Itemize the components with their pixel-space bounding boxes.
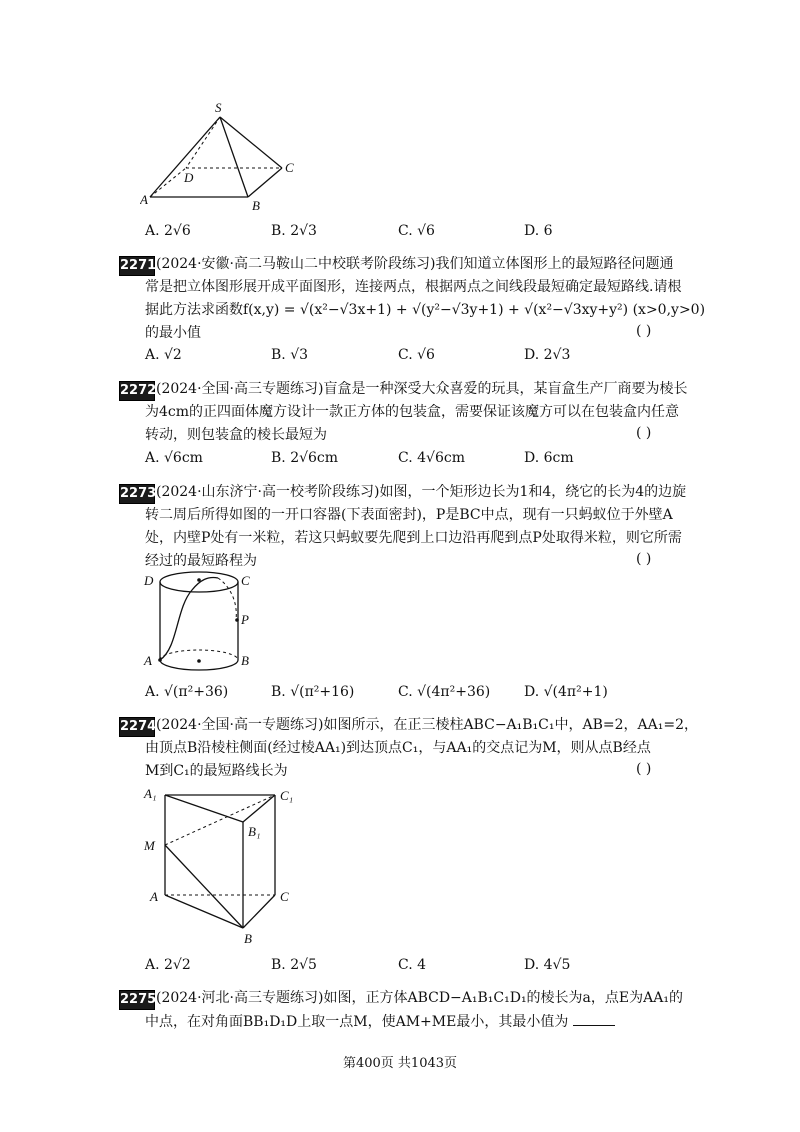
top-option-a: A. 2√6 [145,223,191,239]
question-2275-line1: (2024·河北·高三专题练习)如图，正方体ABCD−A₁B₁C₁D₁的棱长为a，点E为AA₁的 [156,990,683,1006]
question-number-2275: 2275 [119,990,155,1010]
question-number-2271: 2271 [119,256,155,276]
q2273-option-d: D. √(4π²+1) [524,684,608,700]
question-2271-line2: 常是把立体图形展开成平面图形，连接两点，根据两点之间线段最短确定最短路线.请根 [145,279,682,295]
label-c: C [285,160,294,175]
question-number-2272: 2272 [119,381,155,401]
label-b1: B₁ [248,824,261,839]
top-option-c: C. √6 [398,223,435,239]
q2271-option-c: C. √6 [398,347,435,363]
label-a1: A₁ [144,786,157,801]
answer-paren-2274: ( ) [636,761,652,777]
q2271-option-d: D. 2√3 [524,347,571,363]
question-2274-line1: (2024·全国·高一专题练习)如图所示，在正三棱柱ABC−A₁B₁C₁中，AB=2，AA₁=2， [156,717,699,733]
q2273-option-c: C. √(4π²+36) [398,684,491,700]
q2272-option-a: A. √6cm [145,450,203,466]
label-b: B [244,931,252,946]
label-a: A [150,889,158,904]
question-2274-line2: 由顶点B沿棱柱侧面(经过棱AA₁)到达顶点C₁，与AA₁的交点记为M，则从点B经点 [145,740,651,756]
answer-blank-2275[interactable] [573,1011,615,1026]
answer-paren-2271: ( ) [636,323,652,339]
question-2271-line4: 的最小值 [145,325,201,341]
pyramid-figure [140,100,310,215]
question-2271-line1: (2024·安徽·高二马鞍山二中校联考阶段练习)我们知道立体图形上的最短路径问题通 [156,256,674,272]
question-2272-line2: 为4cm的正四面体魔方设计一款正方体的包装盒，需要保证该魔方可以在包装盒内任意 [145,404,680,420]
q2274-option-a: A. 2√2 [145,957,191,973]
label-a: A [144,653,152,668]
q2272-option-d: D. 6cm [524,450,574,466]
question-2275-line2-wrap [145,1011,615,1033]
label-d: D [184,170,194,185]
question-number-2273: 2273 [119,484,155,504]
q2272-option-b: B. 2√6cm [271,450,339,466]
question-2275-line2: 中点，在对角面BB₁D₁D上取一点M，使AM+ME最小，其最小值为 [145,1014,569,1030]
question-2273-line2: 转二周后所得如图的一开口容器(下表面密封)，P是BC中点，现有一只蚂蚁位于外壁A [145,507,673,523]
q2273-option-a: A. √(π²+36) [145,684,229,700]
q2271-option-b: B. √3 [271,347,309,363]
top-option-b: B. 2√3 [271,223,317,239]
label-c: C [241,573,250,588]
q2274-option-c: C. 4 [398,957,427,973]
question-2271-line3: 据此方法求函数f(x,y) = √(x²−√3x+1) + √(y²−√3y+1) + √(x²−√3xy+y²) (x>0,y>0) [145,302,706,318]
answer-paren-2273: ( ) [636,551,652,567]
label-d: D [144,573,154,588]
label-c1: C₁ [280,788,294,803]
question-2273-line4: 经过的最短路程为 [145,553,257,569]
q2274-option-d: D. 4√5 [524,957,571,973]
prism-figure [140,780,310,950]
question-2272-line3: 转动，则包装盒的棱长最短为 [145,427,327,443]
q2271-option-a: A. √2 [145,347,182,363]
label-m: M [144,838,155,853]
q2272-option-c: C. 4√6cm [398,450,465,466]
page-footer: 第400页 共1043页 [342,1056,458,1071]
top-option-d: D. 6 [524,223,553,239]
question-2273-line3: 处，内壁P处有一米粒，若这只蚂蚁要先爬到上口边沿再爬到点P处取得米粒，则它所需 [145,530,682,546]
label-b: B [241,653,249,668]
answer-paren-2272: ( ) [636,425,652,441]
label-a: A [140,192,148,207]
label-s: S [215,100,222,115]
question-2273-line1: (2024·山东济宁·高一校考阶段练习)如图，一个矩形边长为1和4，绕它的长为4的边旋 [156,484,687,500]
q2274-option-b: B. 2√5 [271,957,317,973]
question-2272-line1: (2024·全国·高三专题练习)盲盒是一种深受大众喜爱的玩具，某盲盒生产厂商要为棱长 [156,381,688,397]
label-c: C [280,889,289,904]
question-number-2274: 2274 [119,717,155,737]
question-2274-line3: M到C₁的最短路线长为 [145,763,288,779]
label-b: B [252,198,260,213]
label-p: P [241,612,249,627]
q2273-option-b: B. √(π²+16) [271,684,355,700]
cylinder-figure [142,568,262,678]
